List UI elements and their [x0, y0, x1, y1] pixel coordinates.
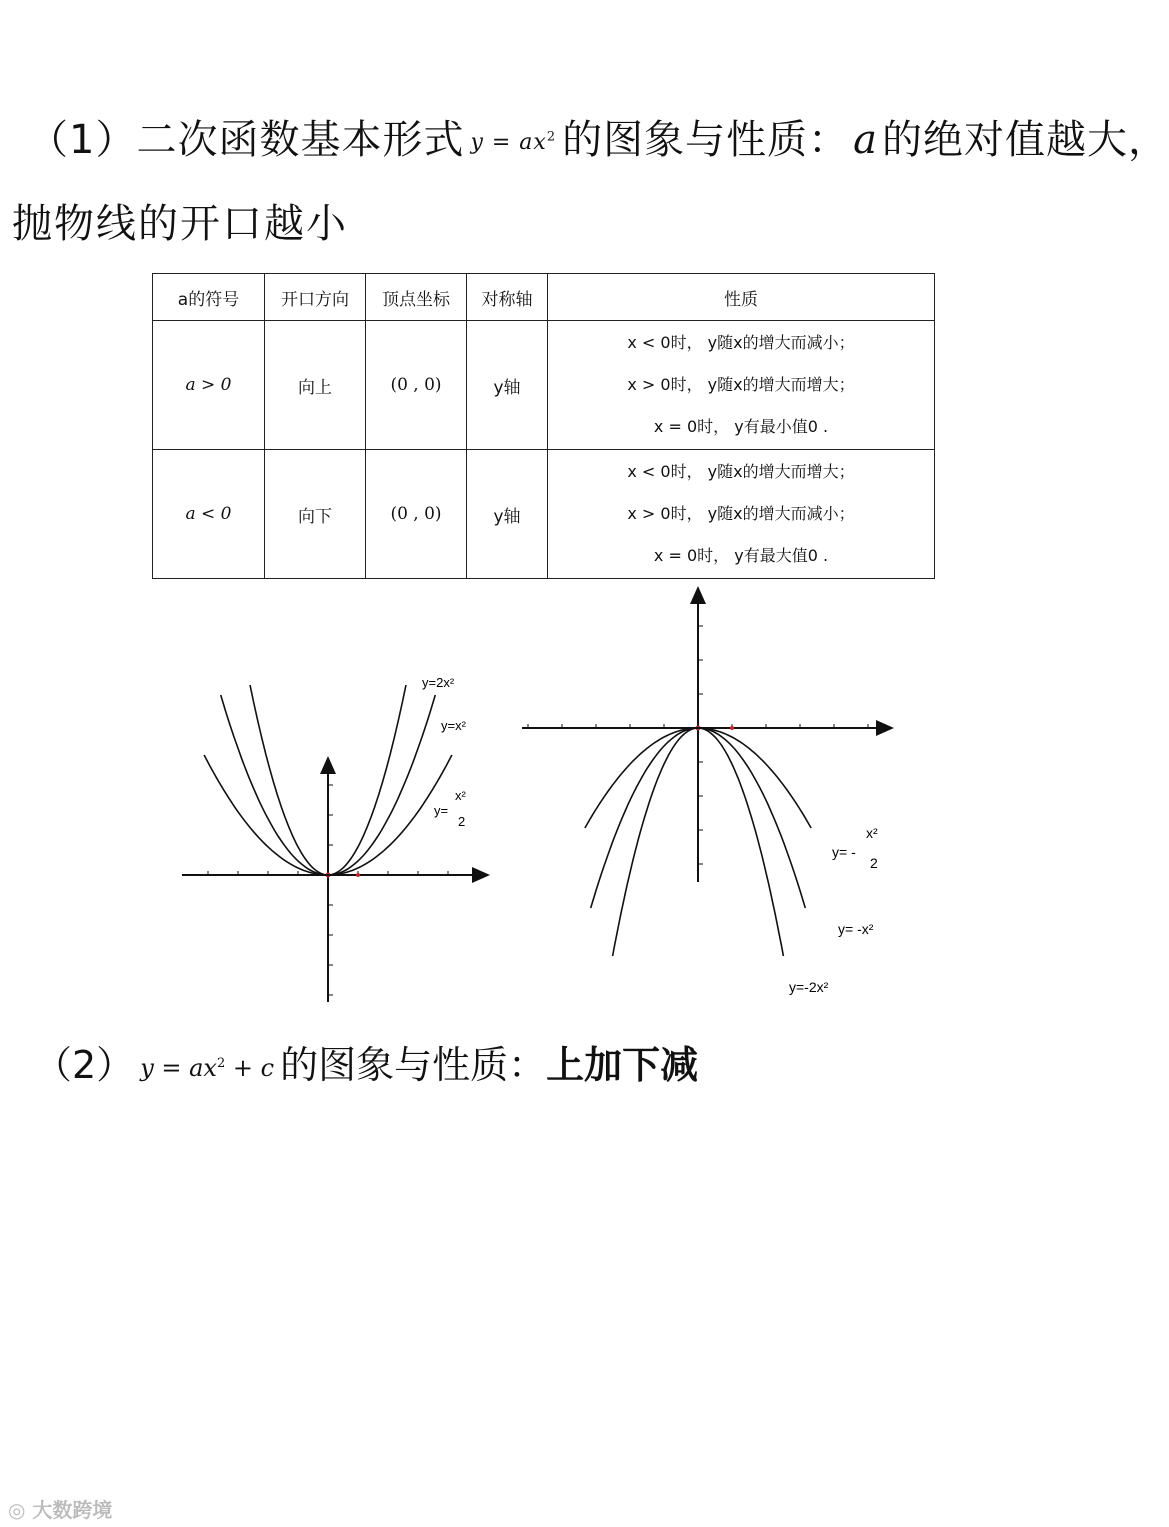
cell-axis: y轴	[467, 321, 548, 450]
formula-base: y = ax	[470, 129, 547, 155]
right-axes	[522, 588, 892, 882]
section2-heading	[34, 1034, 698, 1089]
unit-dot	[730, 726, 734, 730]
cell-sign: a < 0	[153, 450, 265, 579]
section1-conclusion: 抛物线的开口越小	[12, 201, 348, 247]
header-axis-text: 对称轴	[481, 289, 533, 310]
property-line: x < 0时， y随x的增大而增大；	[627, 462, 855, 481]
section1-mid: 的图象与性质：	[562, 117, 850, 163]
section2-formula	[140, 1054, 274, 1082]
label-y-neg-half-num: x²	[866, 825, 878, 841]
formula-exponent: 2	[216, 1055, 226, 1071]
section1-suffix: 的绝对值越大，	[881, 117, 1169, 163]
label-y-neg-x2: y= -x²	[838, 921, 874, 937]
section1-prefix: （1）二次函数基本形式	[28, 117, 465, 163]
formula-exponent: 2	[546, 129, 557, 145]
label-y-neg-half-prefix: y= -	[832, 844, 856, 860]
watermark	[8, 1494, 112, 1523]
header-opening-text: 开口方向	[281, 289, 349, 310]
watermark-logo-icon: ◎	[8, 1498, 33, 1522]
unit-dot	[356, 873, 360, 877]
label-y-half-num: x²	[455, 788, 466, 803]
left-axes	[182, 758, 488, 1002]
header-properties-text: 性质	[724, 289, 758, 310]
property-line: x = 0时， y有最大值0 .	[653, 546, 829, 565]
watermark-text: 大数跨境	[32, 1498, 113, 1522]
label-y-half-den: 2	[458, 814, 466, 829]
section2-emphasis: 上加下减	[546, 1043, 699, 1087]
property-line: x > 0时， y随x的增大而减小；	[627, 504, 855, 523]
header-sign-text: a的符号	[177, 289, 240, 310]
label-y-x2: y=x²	[441, 718, 466, 733]
formula-base: y = ax	[140, 1053, 217, 1082]
section2-prefix: （2）	[34, 1043, 135, 1087]
formula-tail: + c	[225, 1053, 275, 1082]
cell-opening: 向上	[265, 321, 366, 450]
cell-vertex: (0 , 0)	[366, 450, 467, 579]
header-vertex-text: 顶点坐标	[382, 289, 450, 310]
label-y-neg-2x2: y=-2x²	[789, 979, 829, 995]
a-variable: a	[853, 117, 878, 163]
property-line: x > 0时， y随x的增大而增大；	[627, 375, 855, 394]
section2-mid: 的图象与性质：	[280, 1043, 547, 1087]
cell-vertex: (0 , 0)	[366, 321, 467, 450]
cell-axis: y轴	[467, 450, 548, 579]
label-y-half-prefix: y=	[434, 803, 449, 818]
cell-opening: 向下	[265, 450, 366, 579]
label-y-neg-half-den: 2	[870, 855, 878, 871]
property-line: x = 0时， y有最小值0 .	[653, 417, 829, 436]
label-y-2x2: y=2x²	[422, 675, 455, 690]
property-line: x < 0时， y随x的增大而减小；	[627, 333, 855, 352]
cell-sign: a > 0	[153, 321, 265, 450]
